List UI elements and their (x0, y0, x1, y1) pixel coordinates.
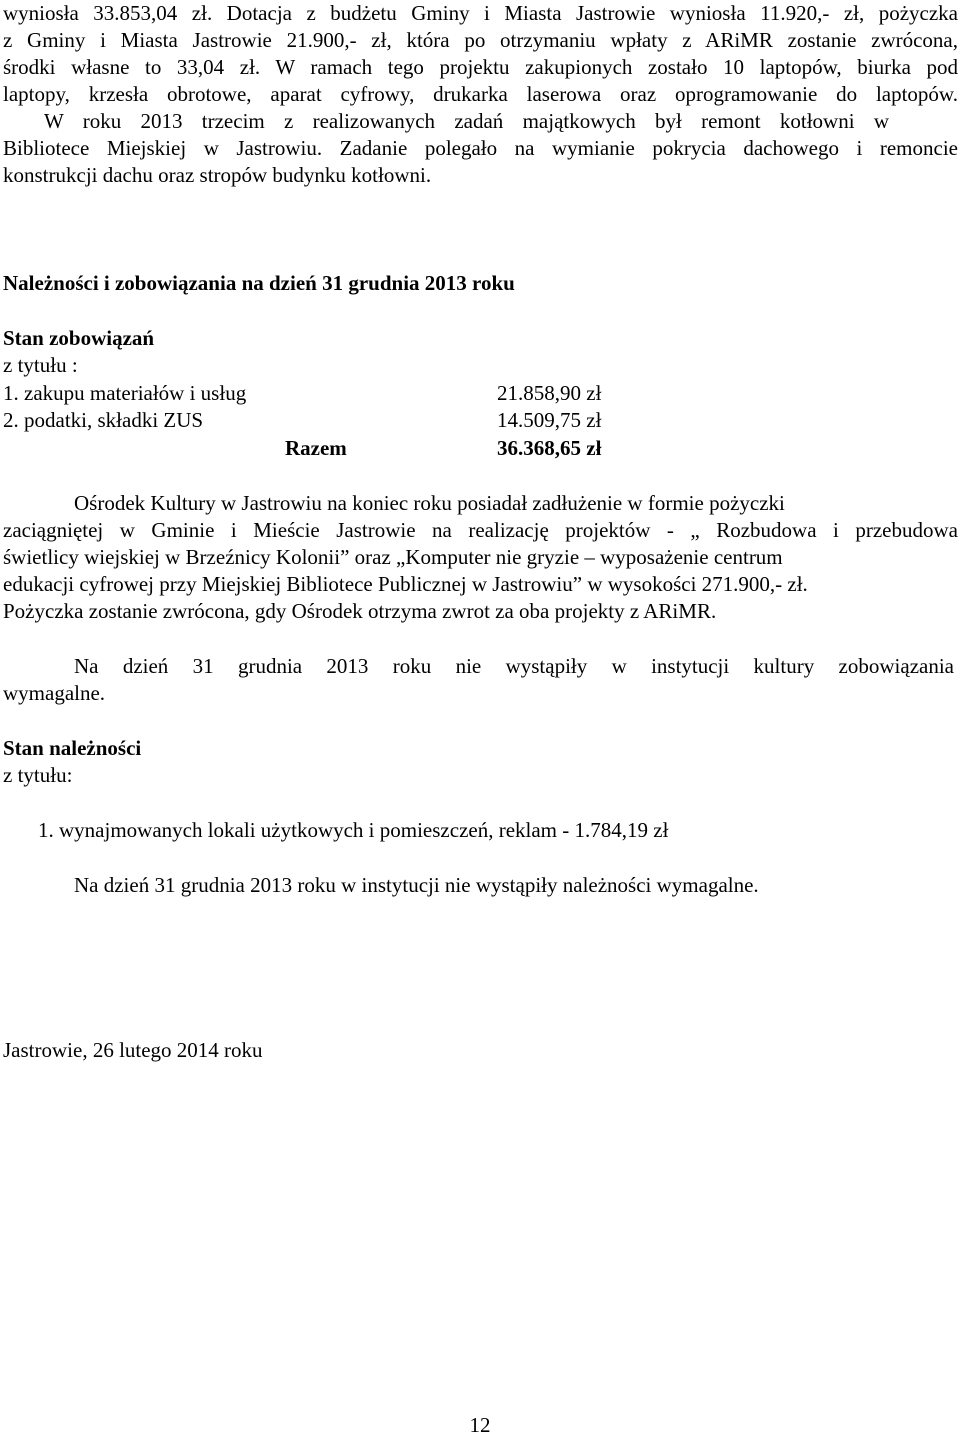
receivables-item: 1. wynajmowanych lokali użytkowych i pomieszczeń, reklam - 1.784,19 zł (38, 818, 669, 842)
liabilities-item-value: 14.509,75 zł (497, 408, 602, 432)
loan-line-1-text: Ośrodek Kultury w Jastrowiu na koniec roku posiadał zadłużenie w formie pożyczki (74, 491, 785, 515)
intro-line-6: Bibliotece Miejskiej w Jastrowiu. Zadanie polegało na wymianie pokrycia dachowego i remoncie (3, 136, 958, 160)
loan-line-4: edukacji cyfrowej przy Miejskiej Bibliotece Publicznej w Jastrowiu” w wysokości 271.900,- zł. (3, 572, 808, 596)
liabilities-total-value: 36.368,65 zł (497, 436, 602, 460)
liabilities-item-label: 1. zakupu materiałów i usług (3, 381, 247, 405)
liabilities-heading: Stan zobowiązań (3, 326, 155, 350)
receivables-heading: Stan należności (3, 736, 142, 760)
place-date: Jastrowie, 26 lutego 2014 roku (3, 1038, 263, 1062)
receivables-subheading: z tytułu: (3, 763, 73, 787)
liabilities-total-label: Razem (285, 436, 347, 460)
intro-line-7: konstrukcji dachu oraz stropów budynku kotłowni. (3, 163, 432, 187)
section-heading: Należności i zobowiązania na dzień 31 grudnia 2013 roku (3, 271, 515, 295)
intro-line-5 (44, 108, 889, 135)
receivables-note: Na dzień 31 grudnia 2013 roku w instytucji nie wystąpiły należności wymagalne. (74, 873, 759, 897)
loan-line-1 (74, 490, 785, 517)
liabilities-subheading: z tytułu : (3, 353, 78, 377)
loan-line-5: Pożyczka zostanie zwrócona, gdy Ośrodek otrzyma zwrot za oba projekty z ARiMR. (3, 599, 717, 623)
no-liabilities-line-1-text: Na dzień 31 grudnia 2013 roku nie wystąpiły w instytucji kultury zobowiązania (74, 654, 954, 678)
intro-line-5-text: W roku 2013 trzecim z realizowanych zadań majątkowych był remont kotłowni w (44, 109, 889, 133)
intro-line-2: z Gminy i Miasta Jastrowie 21.900,- zł, która po otrzymaniu wpłaty z ARiMR zostanie zwrócona, (3, 28, 958, 52)
no-liabilities-line-1 (74, 653, 954, 680)
page-number: 12 (469, 1413, 491, 1437)
loan-line-2: zaciągniętej w Gminie i Mieście Jastrowie na realizację projektów - „ Rozbudowa i przebudowa (3, 518, 958, 542)
no-liabilities-line-2: wymagalne. (3, 681, 106, 705)
intro-line-3: środki własne to 33,04 zł. W ramach tego projektu zakupionych zostało 10 laptopów, biurka pod (3, 55, 958, 79)
loan-line-3: świetlicy wiejskiej w Brzeźnicy Kolonii” oraz „Komputer nie gryzie – wyposażenie centrum (3, 545, 783, 569)
intro-line-1: wyniosła 33.853,04 zł. Dotacja z budżetu Gminy i Miasta Jastrowie wyniosła 11.920,- zł, pożyczka (3, 1, 958, 25)
liabilities-item-label: 2. podatki, składki ZUS (3, 408, 204, 432)
intro-line-4: laptopy, krzesła obrotowe, aparat cyfrowy, drukarka laserowa oraz oprogramowanie do laptopów. (3, 82, 958, 106)
liabilities-item-value: 21.858,90 zł (497, 381, 602, 405)
